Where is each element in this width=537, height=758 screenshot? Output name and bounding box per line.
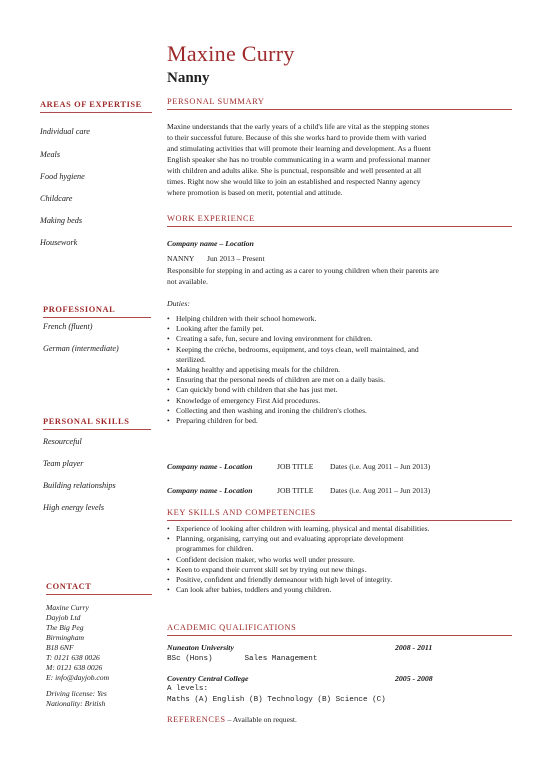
contact-heading: CONTACT (46, 582, 92, 591)
divider (167, 635, 512, 636)
references-heading: REFERENCES (167, 715, 226, 724)
job-description-line: not available. (167, 277, 208, 286)
sidebar (0, 0, 155, 758)
list-item: • Keen to expand their current skill set by trying out new things. (167, 565, 512, 575)
list-item: • Keeping the crèche, bedrooms, equipment, and toys clean, well maintained, and (167, 345, 512, 355)
job-title: NANNY (167, 254, 195, 263)
school-name: Nuneaton University (167, 643, 234, 652)
list-item: • Looking after the family pet. (167, 324, 512, 334)
job-description-line: Responsible for stepping in and acting as a carer to young children when their parents are (167, 266, 439, 275)
summary-line: to their successful future. Because of this she works hard to provide them with varied (167, 133, 427, 142)
list-item: • Can quickly bond with children that she has just met. (167, 385, 512, 395)
divider (46, 594, 152, 595)
divider (167, 226, 512, 227)
list-item: • Collecting and then washing and ironing the children's clothes. (167, 406, 512, 416)
candidate-name: Maxine Curry (167, 41, 295, 66)
job-title: JOB TITLE (277, 486, 314, 495)
personal-skills-heading: PERSONAL SKILLS (43, 417, 130, 426)
main-content (167, 0, 512, 758)
company-location: Company name - Location (167, 462, 253, 471)
language-item: German (intermediate) (43, 344, 119, 353)
driving-license: Driving license: Yes (46, 689, 107, 698)
language-item: French (fluent) (43, 322, 93, 331)
contact-phone: T: 0121 638 0026 (46, 653, 100, 662)
list-item: • Experience of looking after children with learning, physical and mental disabilities. (167, 524, 512, 534)
summary-text (167, 121, 512, 198)
expertise-item: Childcare (40, 194, 73, 203)
divider (43, 429, 151, 430)
expertise-item: Individual care (40, 127, 90, 136)
skill-item: Team player (43, 459, 84, 468)
expertise-item: Food hygiene (40, 172, 85, 181)
skill-item: Resourceful (43, 437, 82, 446)
references-text: – Available on request. (225, 715, 297, 724)
contact-name: Maxine Curry (46, 603, 89, 612)
list-item-continued: sterilized. (176, 354, 206, 364)
school-name: Coventry Central College (167, 674, 249, 683)
summary-line: and stimulating activities that will promote their learning and development. As a fluent (167, 144, 431, 153)
list-item: • Positive, confident and friendly demeanour with high level of integrity. (167, 575, 512, 585)
list-item: • Planning, organising, carrying out and evaluating appropriate development (167, 534, 512, 544)
company-location: Company name – Location (167, 239, 254, 248)
competencies-list (167, 524, 512, 595)
list-item: • Can look after babies, toddlers and young children. (167, 585, 512, 595)
contact-postcode: B18 6NF (46, 643, 74, 652)
list-item: • Knowledge of emergency First Aid procedures. (167, 396, 512, 406)
professional-heading: PROFESSIONAL (43, 305, 116, 314)
areas-of-expertise-heading: AREAS OF EXPERTISE (40, 100, 142, 109)
duties-label: Duties: (167, 299, 190, 308)
company-location: Company name - Location (167, 486, 253, 495)
job-role: Nanny (167, 70, 210, 86)
contact-address: The Big Peg (46, 623, 84, 632)
a-levels-grades: Maths (A) English (B) Technology (B) Science (C) (167, 696, 386, 704)
divider (167, 520, 512, 521)
divider (43, 317, 151, 318)
summary-line: English speaker she has no trouble communicating in a warm and professional manner (167, 155, 431, 164)
a-levels-label: A levels: (167, 685, 209, 693)
academic-heading: ACADEMIC QUALIFICATIONS (167, 623, 297, 632)
degree: BSc (Hons) Sales Management (167, 655, 318, 663)
job-dates: Dates (i.e. Aug 2011 – Jun 2013) (330, 462, 431, 471)
expertise-item: Meals (40, 150, 61, 159)
contact-company: Dayjob Ltd (46, 613, 81, 622)
list-item: • Creating a safe, fun, secure and loving environment for children. (167, 334, 512, 344)
job-description (167, 265, 512, 287)
job-dates: Jun 2013 – Present (207, 254, 265, 263)
divider (167, 109, 512, 110)
contact-city: Birmingham (46, 633, 84, 642)
key-skills-heading: KEY SKILLS AND COMPETENCIES (167, 508, 316, 517)
expertise-item: Housework (40, 238, 78, 247)
contact-block (46, 603, 109, 683)
list-item: • Confident decision maker, who works well under pressure. (167, 555, 512, 565)
list-item: • Preparing children for bed. (167, 416, 512, 426)
personal-summary-heading: PERSONAL SUMMARY (167, 97, 265, 106)
skill-item: Building relationships (43, 481, 116, 490)
nationality: Nationality: British (46, 699, 106, 708)
contact-email[interactable]: E: info@dayjob.com (46, 673, 110, 682)
list-item: • Ensuring that the personal needs of children are met on a daily basis. (167, 375, 512, 385)
list-item: • Helping children with their school homework. (167, 314, 512, 324)
contact-mobile: M: 0121 638 0026 (46, 663, 103, 672)
references-line (167, 715, 297, 724)
divider (40, 112, 152, 113)
school-years: 2005 - 2008 (395, 674, 433, 683)
job-dates: Dates (i.e. Aug 2011 – Jun 2013) (330, 486, 431, 495)
summary-line: with children and adults alike. She is punctual, responsible and well presented at all (167, 166, 422, 175)
skill-item: High energy levels (43, 503, 105, 512)
summary-line: where promotion is based on merit, potential and attitude. (167, 188, 343, 197)
summary-line: Maxine understands that the early years of a child's life are vital as the stepping stones (167, 122, 430, 131)
list-item: • Making healthy and appetising meals for the children. (167, 365, 512, 375)
expertise-item: Making beds (40, 216, 83, 225)
list-item-continued: programmes for children. (176, 544, 254, 554)
work-experience-heading: WORK EXPERIENCE (167, 214, 255, 223)
job-title: JOB TITLE (277, 462, 314, 471)
summary-line: times. Right now she would like to join an established and respected Nanny agency (167, 177, 421, 186)
duties-list (167, 314, 512, 426)
school-years: 2008 - 2011 (395, 643, 433, 652)
